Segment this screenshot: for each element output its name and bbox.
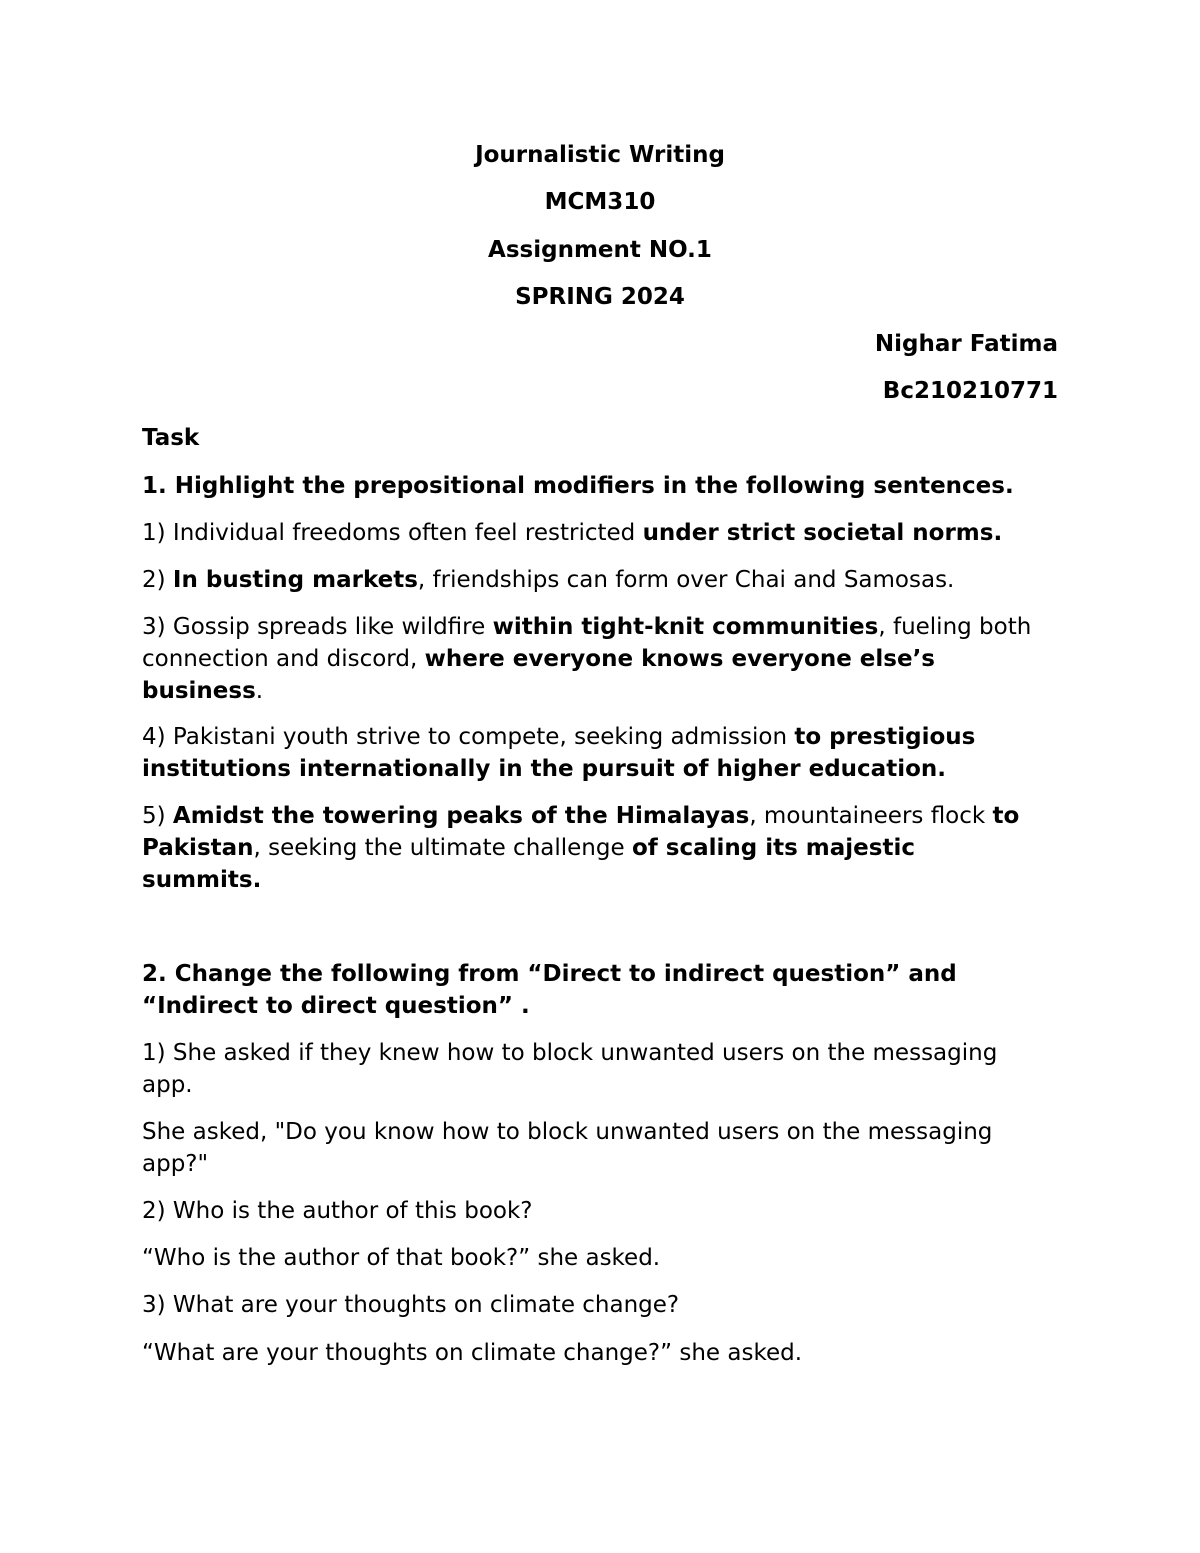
- assignment-title: Assignment NO.1: [488, 237, 712, 263]
- prepositional-modifier: to: [992, 803, 1020, 829]
- q1-sentence-3-line-2: [142, 643, 935, 675]
- text-span: , mountaineers flock: [749, 803, 993, 829]
- q2-item-1-answer-line-1: She asked, "Do you know how to block unwanted users on the messaging: [142, 1119, 993, 1145]
- text-span: 4) Pakistani youth strive to compete, seeking admission: [142, 724, 795, 750]
- text-span: connection and discord,: [142, 646, 425, 672]
- q2-item-1-question-line-1: 1) She asked if they knew how to block unwanted users on the messaging: [142, 1040, 998, 1066]
- course-name: Journalistic Writing: [475, 142, 725, 168]
- q1-sentence-4-line-1: [142, 721, 975, 753]
- course-code: MCM310: [544, 189, 656, 215]
- q1-sentence-3-line-1: [142, 611, 1031, 643]
- q2-item-1-answer-line-2: app?": [142, 1151, 209, 1177]
- q1-sentence-1: [142, 517, 1002, 549]
- q1-sentence-2: [142, 564, 954, 596]
- prepositional-modifier: to prestigious: [794, 724, 976, 750]
- q2-item-3-question: 3) What are your thoughts on climate change?: [142, 1292, 680, 1318]
- task-label: Task: [142, 425, 200, 451]
- text-span: , friendships can form over Chai and Samosas.: [417, 567, 955, 593]
- q2-item-1-question-line-2: app.: [142, 1072, 193, 1098]
- student-id: Bc210210771: [882, 378, 1058, 404]
- q2-item-2-question: 2) Who is the author of this book?: [142, 1198, 533, 1224]
- prepositional-modifier: business: [142, 678, 256, 704]
- prepositional-modifier: under strict societal norms.: [642, 520, 1003, 546]
- text-span: 5): [142, 803, 173, 829]
- prepositional-modifier: Pakistan: [142, 835, 254, 861]
- text-span: 3) Gossip spreads like wildfire: [142, 614, 493, 640]
- q2-heading-line-1: 2. Change the following from “Direct to indirect question” and: [142, 961, 957, 987]
- q2-item-3-answer: “What are your thoughts on climate change?” she asked.: [142, 1340, 803, 1366]
- text-span: , seeking the ultimate challenge: [253, 835, 632, 861]
- prepositional-modifier: Amidst the towering peaks of the Himalayas: [172, 803, 750, 829]
- q2-heading-line-2: “Indirect to direct question” .: [142, 993, 530, 1019]
- q2-item-2-answer: “Who is the author of that book?” she asked.: [142, 1245, 661, 1271]
- q1-sentence-5-line-3: summits.: [142, 867, 262, 893]
- q1-heading: 1. Highlight the prepositional modifiers in the following sentences.: [142, 473, 1014, 499]
- semester: SPRING 2024: [515, 284, 685, 310]
- q1-sentence-5-line-2: [142, 832, 915, 864]
- text-span: 2): [142, 567, 173, 593]
- prepositional-modifier: of scaling its majestic: [631, 835, 915, 861]
- prepositional-modifier: within tight-knit communities: [492, 614, 879, 640]
- text-span: , fueling both: [878, 614, 1032, 640]
- q1-sentence-4-line-2: institutions internationally in the pursuit of higher education.: [142, 756, 946, 782]
- prepositional-modifier: In busting markets: [172, 567, 418, 593]
- student-name: Nighar Fatima: [874, 331, 1058, 357]
- prepositional-modifier: where everyone knows everyone else’s: [424, 646, 935, 672]
- q1-sentence-5-line-1: [142, 800, 1019, 832]
- q1-sentence-3-line-3: [142, 675, 263, 707]
- text-span: .: [255, 678, 264, 704]
- text-span: 1) Individual freedoms often feel restricted: [142, 520, 643, 546]
